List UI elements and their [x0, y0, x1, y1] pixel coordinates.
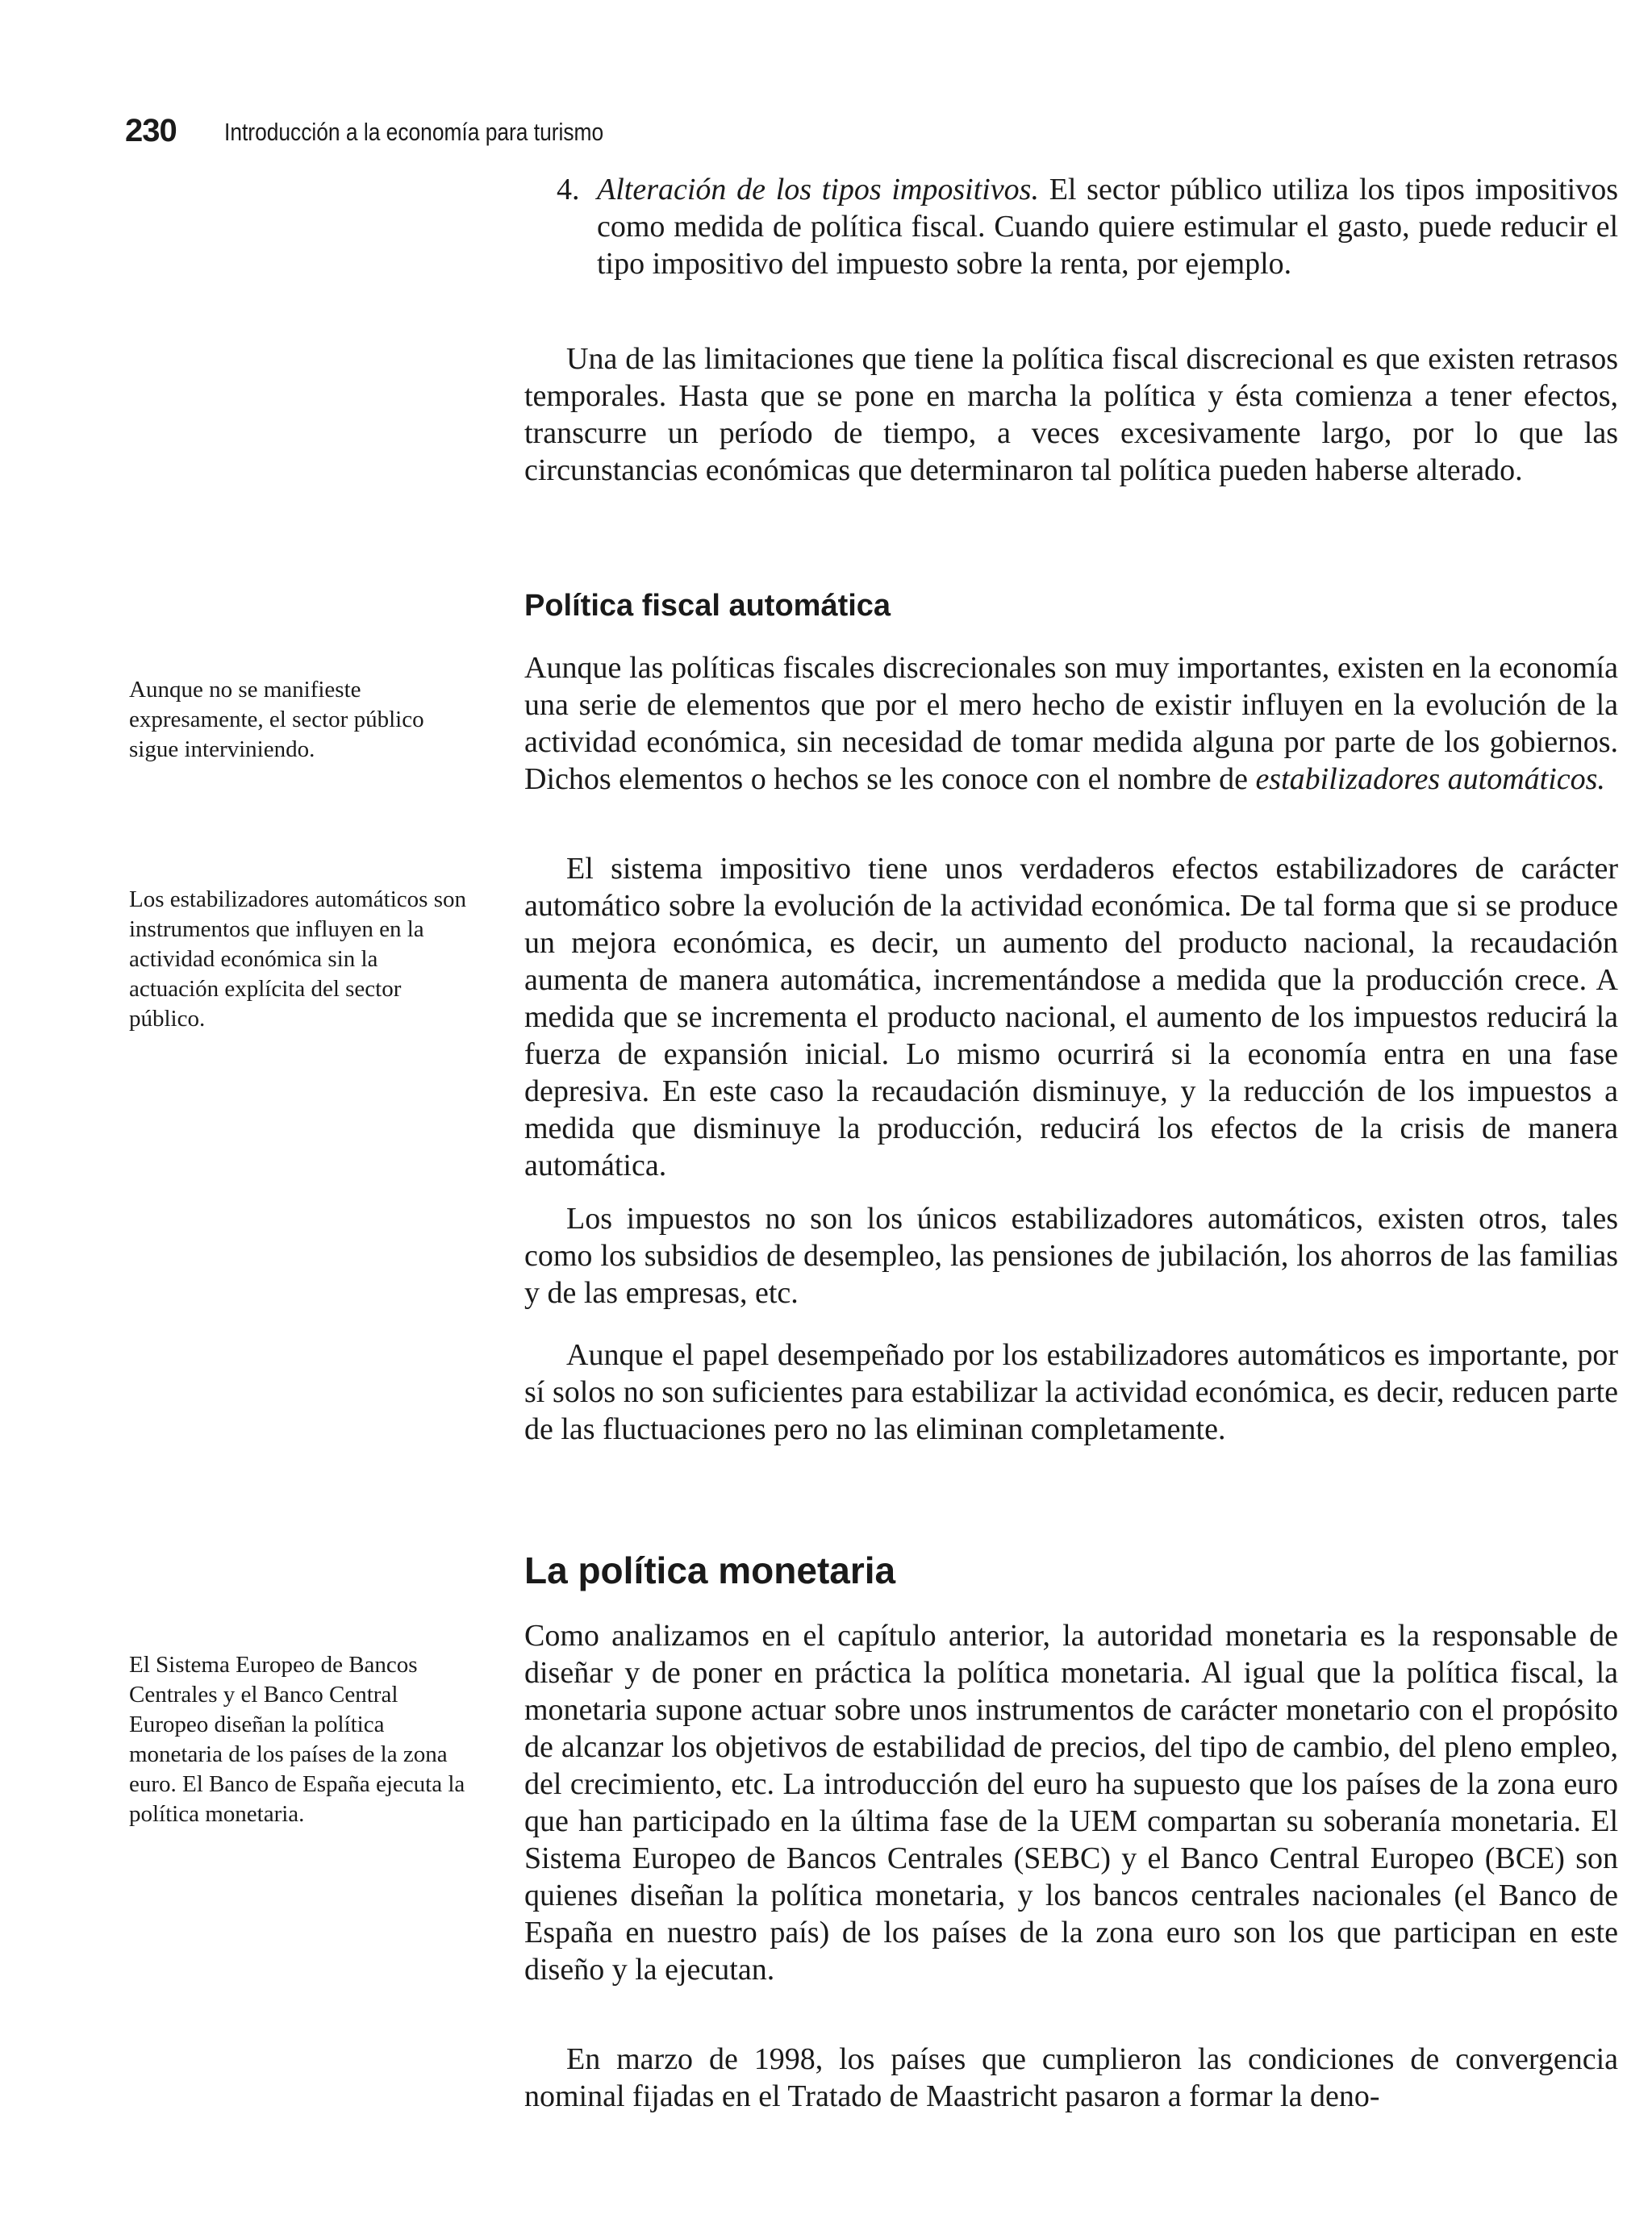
page-number: 230	[125, 113, 177, 148]
paragraph-text: Como analizamos en el capítulo anterior, la autoridad monetaria es la responsable de diseñar y de poner en práctica la política monetaria. Al igual que la política fiscal, la monetaria supone actuar sobre unos instrumentos de carácter monetario con el propósito de alcanzar los objetivos de estabilidad de precios, del tipo de cambio, del pleno empleo, del crecimiento, etc. La introducción del euro ha supuesto que los países de la zona euro que han participado en la última fase de la UEM compartan su soberanía monetaria. El Sistema Europeo de Bancos Centrales (SEBC) y el Banco Central Europeo (BCE) son quienes diseñan la política monetaria, y los bancos centrales nacionales (el Banco de España en nuestro país) de los países de la zona euro son los que participan en este diseño y la ejecutan.	[524, 1619, 1618, 1987]
paragraph-text: En marzo de 1998, los países que cumplieron las condiciones de convergencia nominal fijadas en el Tratado de Maastricht pasaron a formar la deno-	[524, 2042, 1618, 2113]
paragraph-text: Aunque el papel desempeñado por los estabilizadores automáticos es importante, por sí solos no son suficientes para estabilizar la actividad económica, es decir, reducen parte de las fluctuaciones pero no las eliminan completamente.	[524, 1338, 1618, 1446]
list-number: 4.	[557, 173, 580, 206]
paragraph-stabilizers-role	[524, 1337, 1618, 1448]
section-heading-monetary-policy: La política monetaria	[524, 1549, 896, 1591]
paragraph-text: Los impuestos no son los únicos estabilizadores automáticos, existen otros, tales como los subsidios de desempleo, las pensiones de jubilación, los ahorros de las familias y de las empresas, etc.	[524, 1202, 1618, 1310]
list-term: Alteración de los tipos impositivos.	[597, 173, 1039, 206]
paragraph-stabilizers-intro	[524, 649, 1618, 798]
paragraph-text: El sistema impositivo tiene unos verdaderos efectos estabilizadores de carácter automático sobre la evolución de la actividad económica. De tal forma que si se produce un mejora económica, es decir, un aumento del producto nacional, la recaudación aumenta de manera automática, incrementándose a medida que la producción crece. A medida que se incrementa el producto nacional, el aumento de los impuestos reducirá la fuerza de expansión inicial. Lo mismo ocurrirá si la economía entra en una fase depresiva. En este caso la recaudación disminuye, y la reducción de los impuestos a medida que disminuye la producción, reducirá los efectos de la crisis de manera automática.	[524, 852, 1618, 1182]
margin-note-public-sector: Aunque no se manifieste expresamente, el sector público sigue interviniendo.	[129, 677, 424, 762]
list-item-4	[557, 171, 1619, 282]
paragraph-other-stabilizers	[524, 1200, 1618, 1311]
list-text: El sector público utiliza los tipos impositivos como medida de política fiscal. Cuando quiere estimular el gasto, puede reducir el tipo impositivo del impuesto sobre la renta, por ejemplo.	[597, 173, 1619, 281]
section-heading-fiscal-automatic: Política fiscal automática	[524, 589, 891, 623]
paragraph-discretionary-limits	[524, 340, 1618, 489]
margin-note-stabilizers: Los estabilizadores automáticos son instrumentos que influyen en la actividad económica sin la actuación explícita del sector público.	[129, 886, 466, 1032]
term-automatic-stabilizers: estabilizadores automáticos.	[1255, 762, 1605, 796]
running-title: Introducción a la economía para turismo	[224, 118, 604, 146]
paragraph-text: Una de las limitaciones que tiene la política fiscal discrecional es que existen retrasos temporales. Hasta que se pone en marcha la política y ésta comienza a tener efectos, transcurre un período de tiempo, a veces excesivamente largo, por lo que las circunstancias económicas que determinaron tal política pueden haberse alterado.	[524, 342, 1618, 487]
paragraph-monetary-authority	[524, 1617, 1618, 1988]
paragraph-tax-system	[524, 850, 1618, 1184]
margin-note-european-banks: El Sistema Europeo de Bancos Centrales y el Banco Central Europeo diseñan la política monetaria de los países de la zona euro. El Banco de España ejecuta la política monetaria.	[129, 1652, 465, 1827]
paragraph-maastricht	[524, 2041, 1618, 2115]
paragraph-text: Aunque las políticas fiscales discrecionales son muy importantes, existen en la economía una serie de elementos que por el mero hecho de existir influyen en la evolución de la actividad económica, sin necesidad de tomar medida alguna por parte de los gobiernos. Dichos elementos o hechos se les conoce con el nombre de	[524, 651, 1618, 796]
